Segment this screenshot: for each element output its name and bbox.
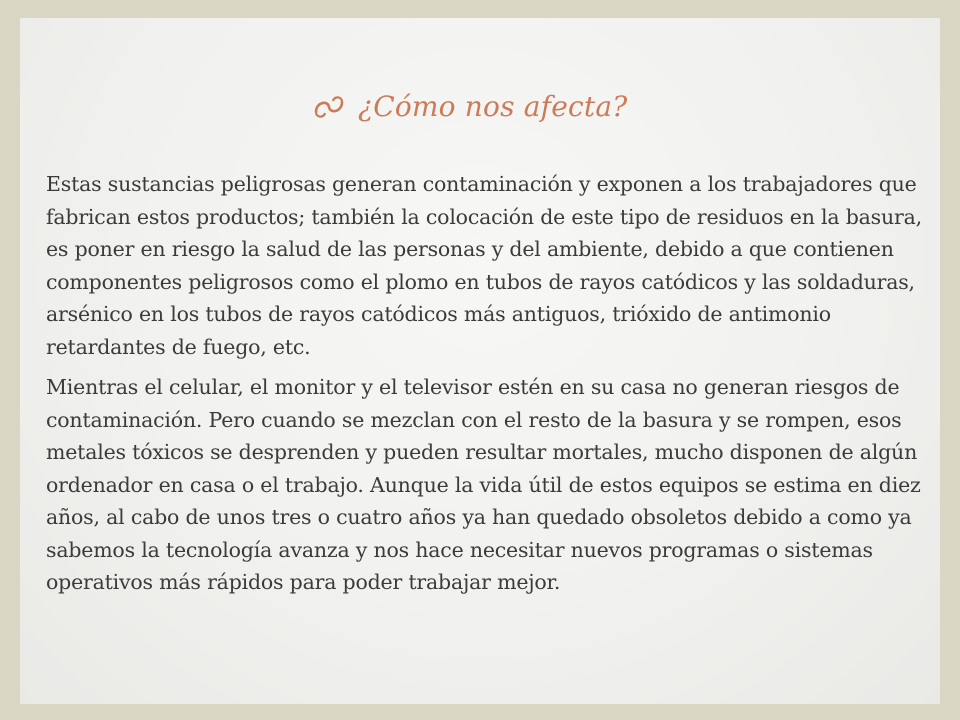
slide [20, 18, 940, 704]
linked-rings-bullet-icon [312, 94, 346, 120]
paragraph-1: Estas sustancias peligrosas generan contaminación y exponen a los trabajadores que fabrican estos productos; también la colocación de este tipo de residuos en la basura, es poner en riesgo la salud de las personas y del ambiente, debido a que contienen componentes peligrosos como el plomo en tubos de rayos catódicos y las soldaduras, arsénico en los tubos de rayos catódicos más antiguos, trióxido de antimonio retardantes de fuego, etc. [46, 172, 922, 359]
slide-body [46, 168, 926, 607]
title-row [312, 90, 627, 123]
slide-title: ¿Cómo nos afecta? [358, 90, 628, 123]
paragraph-2: Mientras el celular, el monitor y el televisor estén en su casa no generan riesgos de contaminación. Pero cuando se mezclan con el resto de la basura y se rompen, esos metales tóxicos se desprenden y pueden resultar mortales, mucho disponen de algún ordenador en casa o el trabajo. Aunque la vida útil de estos equipos se estima en diez años, al cabo de unos tres o cuatro años ya han quedado obsoletos debido a como ya sabemos la tecnología avanza y nos hace necesitar nuevos programas o sistemas operativos más rápidos para poder trabajar mejor. [46, 375, 921, 594]
